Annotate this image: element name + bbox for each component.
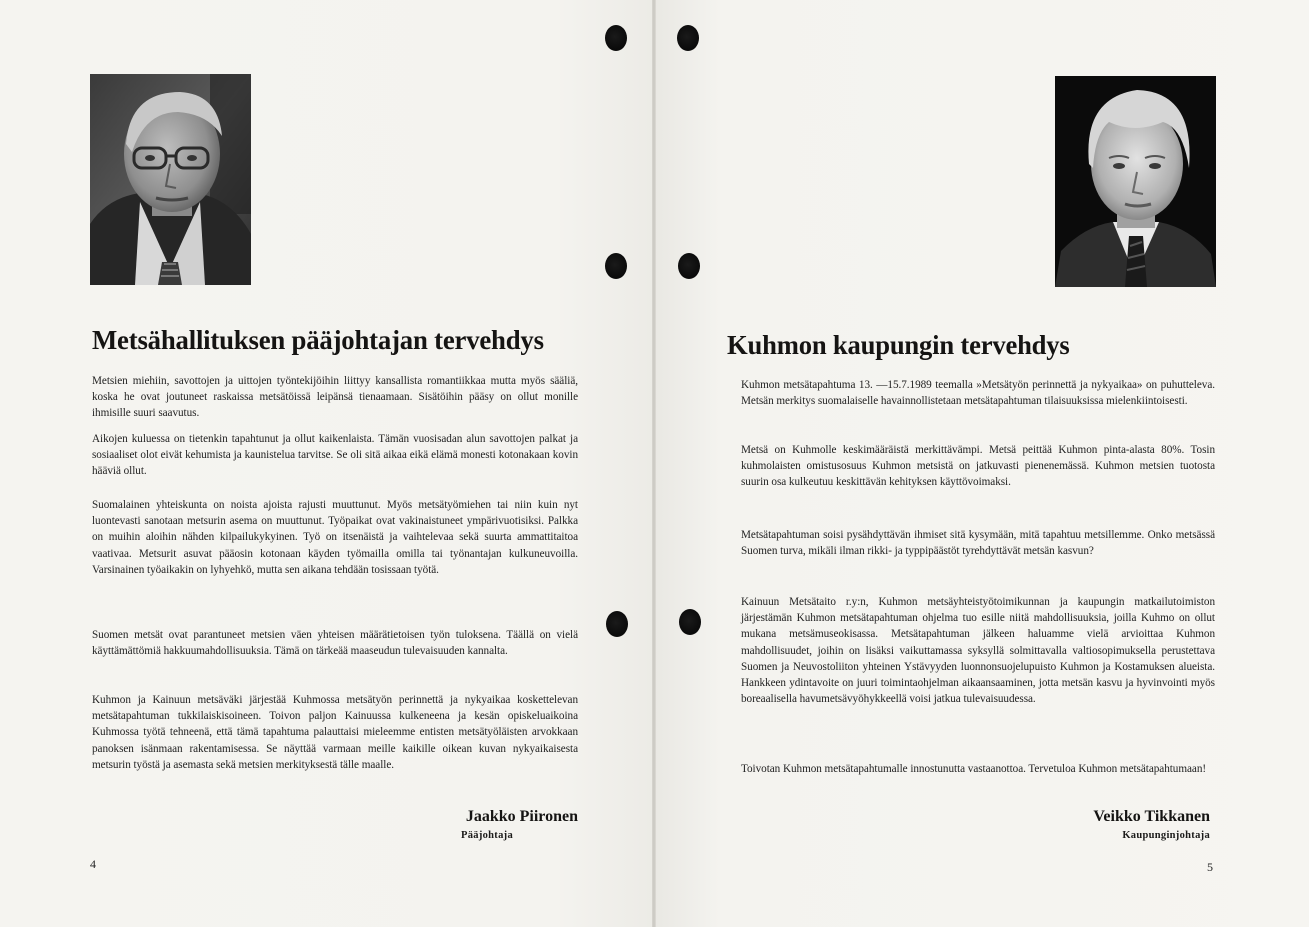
signature-title-right: Kaupunginjohtaja xyxy=(1122,830,1210,841)
signature-name-right: Veikko Tikkanen xyxy=(1093,808,1210,825)
page-number-right: 5 xyxy=(1207,860,1213,874)
punch-hole xyxy=(606,611,628,637)
paragraph-left-3: Suomalainen yhteiskunta on noista ajoista rajusti muuttunut. Myös metsätyömiehen tai niin kuin nyt luontevasti sanotaan metsurin asema on muuttunut. Työpaikat ovat vakinaistuneet ympärivuotisiksi. Palkka on muihin aloihin nähden kilpailukykyinen. Työ on itsenäistä ja vaihtelevaa sekä suurta ammattitaitoa vaativaa. Metsurit asuvat pääosin kotonaan käyden työmailla omilla tai työnantajan kulkuneuvoilla. Varsinainen työaikakin on lyhyehkö, mutta sen aikana tehdään tosissaan työtä. xyxy=(92,499,578,576)
page-fold xyxy=(652,0,656,927)
page-number-left: 4 xyxy=(90,857,96,871)
signature-title-left: Pääjohtaja xyxy=(461,830,513,841)
right-page xyxy=(654,0,1309,927)
man-with-glasses-icon xyxy=(90,74,251,285)
portrait-photo-left xyxy=(90,74,251,285)
punch-hole xyxy=(678,253,700,279)
punch-hole xyxy=(605,253,627,279)
paragraph-right-1: Kuhmon metsätapahtuma 13. —15.7.1989 teemalla »Metsätyön perinnettä ja nykyaikaa» on puhutteleva. Metsän merkitys suomalaiselle havainnollistetaan metsätapahtuman tilaisuuksissa mielenkiintoisesti. xyxy=(741,379,1215,408)
paragraph-right-4: Kainuun Metsätaito r.y:n, Kuhmon metsäyhteistyötoimikunnan ja kaupungin matkailutoimiston järjestämän Kuhmon metsätapahtuman ohjelma tuo esille niitä mahdollisuuksia, joilla Kuhmo on ollut mukana metsämuseokisassa. Metsätapahtuman jälkeen haluamme vielä arvioittaa Kuhmon mahdollisuudet, joihin on lisäksi vaikuttamassa syksyllä solmittavalla valtiosopimuksella perustettava Suomen ja Neuvostoliiton yhteinen Ystävyyden luonnonsuojelupuisto Kuhmon ja Kostamuksen alueista. Hankkeen ydintavoite on juuri toimintaohjelman aikaansaaminen, jotta metsän kasvu ja hyvinvointi myös boreaalisella havumetsävyöhykkeellä voisi jatkua tulevaisuudessa. xyxy=(741,596,1215,706)
paragraph-right-5: Toivotan Kuhmon metsätapahtumalle innostunutta vastaanottoa. Tervetuloa Kuhmon metsätapahtumaan! xyxy=(741,763,1207,775)
signature-name-left: Jaakko Piironen xyxy=(465,808,578,825)
punch-hole xyxy=(679,609,701,635)
portrait-photo-right xyxy=(1055,76,1216,287)
left-page xyxy=(0,0,654,927)
punch-hole xyxy=(677,25,699,51)
punch-hole xyxy=(605,25,627,51)
paragraph-right-3: Metsätapahtuman soisi pysähdyttävän ihmiset sitä kysymään, mitä tapahtuu metsillemme. Onko metsässä Suomen turva, mikäli ilman rikki- ja typpipäästöt tyrehdyttävät metsän kasvun? xyxy=(741,529,1215,558)
paragraph-right-2: Metsä on Kuhmolle keskimääräistä merkittävämpi. Metsä peittää Kuhmon pinta-alasta 80%. Tosin kuhmolaisten omistusosuus Kuhmon metsistä on jatkuvasti pienenemässä. Kuhmon metsien tuotosta suurin osa kulkeutuu keskittävän kehityksen käyttövoimaksi. xyxy=(741,444,1215,489)
paragraph-left-1: Metsien miehiin, savottojen ja uittojen työntekijöihin liittyy kansallista romantiikkaa mutta myös sääliä, koska he ovat joutuneet raskaissa metsätöissä leipänsä tienaamaan. Sisätöihin pääsy on ollut monille ihmisille suuri saavutus. xyxy=(92,375,578,420)
man-with-tie-icon xyxy=(1055,76,1216,287)
page-title-left: Metsähallituksen pääjohtajan tervehdys xyxy=(92,325,544,355)
paragraph-left-5: Kuhmon ja Kainuun metsäväki järjestää Kuhmossa metsätyön perinnettä ja nykyaikaa koskettelevan metsätapahtuman tukkilaiskisoineen. Toivon paljon Kainuussa kulkeneena ja kesän opiskeluaikoina Kuhmossa työtä tehneenä, että tämä tapahtuma palauttaisi mieleemme entisten metsätyöläisten arvokkaan panoksen isänmaan rakentamisessa. Se näyttää varmaan meille kaikille oikean kuvan nykyaikaisesta metsurin työstä ja asemasta sekä metsien merkityksestä tälle maalle. xyxy=(92,694,578,771)
page-title-right: Kuhmon kaupungin tervehdys xyxy=(727,330,1070,360)
paragraph-left-4: Suomen metsät ovat parantuneet metsien väen yhteisen määrätietoisen työn tuloksena. Täällä on vielä käyttämättömiä hakkuumahdollisuuksia. Tämä on tärkeää maaseudun tulevaisuuden kannalta. xyxy=(92,629,578,658)
paragraph-left-2: Aikojen kuluessa on tietenkin tapahtunut ja ollut kaikenlaista. Tämän vuosisadan alun savottojen palkat ja sosiaaliset olot eivät kehumista ja kaunistelua tarvitse. Se oli sitä aikaa eikä elämä monesti kotonakaan kovin hääviä ollut. xyxy=(92,433,578,478)
